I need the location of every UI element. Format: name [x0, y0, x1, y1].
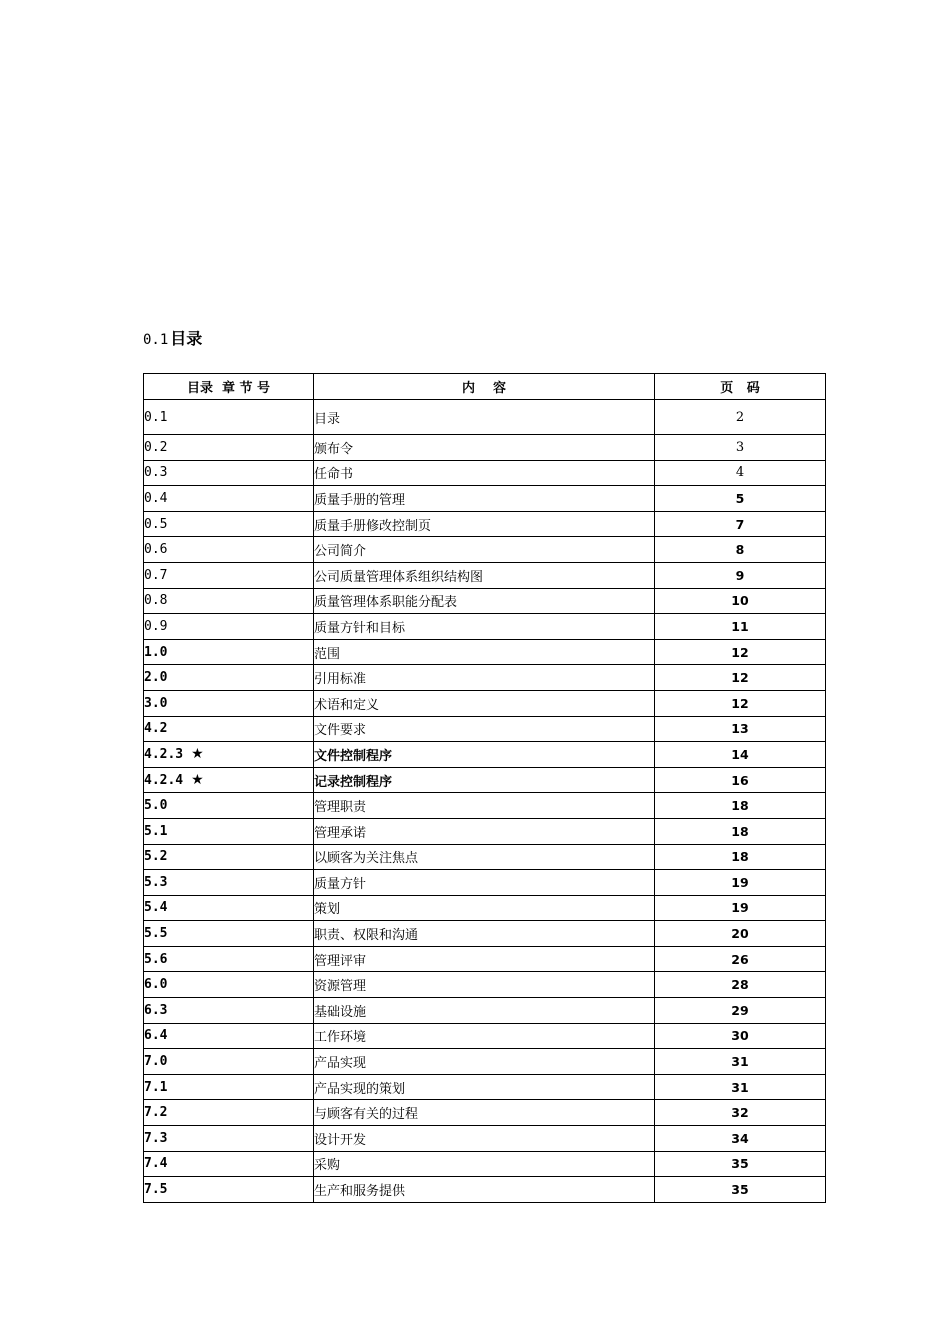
content-cell: 质量方针和目标 [314, 614, 655, 640]
content-cell: 资源管理 [314, 972, 655, 998]
chapter-number: 0.4 [144, 490, 168, 506]
table-row [144, 639, 826, 665]
table-row [144, 1126, 826, 1152]
chapter-number: 5.5 [144, 926, 168, 942]
content-cell: 基础设施 [314, 998, 655, 1024]
page-cell: 35 [655, 1177, 826, 1203]
chapter-cell [144, 844, 314, 870]
chapter-cell [144, 818, 314, 844]
content-cell: 目录 [314, 400, 655, 435]
chapter-cell [144, 742, 314, 768]
chapter-cell [144, 639, 314, 665]
section-heading [143, 326, 202, 349]
chapter-number: 0.8 [144, 593, 168, 609]
table-row [144, 1100, 826, 1126]
page-cell: 29 [655, 998, 826, 1024]
content-cell: 管理评审 [314, 946, 655, 972]
chapter-number: 3.0 [144, 695, 168, 711]
chapter-number: 2.0 [144, 670, 168, 686]
page-cell: 9 [655, 562, 826, 588]
page-cell: 34 [655, 1126, 826, 1152]
content-cell: 任命书 [314, 460, 655, 486]
chapter-number: 5.3 [144, 874, 168, 890]
table-row [144, 665, 826, 691]
page-cell: 12 [655, 665, 826, 691]
page-cell: 30 [655, 1023, 826, 1049]
page-cell: 20 [655, 921, 826, 947]
chapter-number: 6.4 [144, 1028, 168, 1044]
chapter-cell [144, 767, 314, 793]
chapter-number: 0.7 [144, 567, 168, 583]
table-row [144, 921, 826, 947]
chapter-cell [144, 998, 314, 1024]
page-cell: 5 [655, 486, 826, 512]
content-cell: 质量管理体系职能分配表 [314, 588, 655, 614]
content-cell: 公司质量管理体系组织结构图 [314, 562, 655, 588]
chapter-number: 5.4 [144, 900, 168, 916]
chapter-number: 5.1 [144, 823, 168, 839]
table-row [144, 793, 826, 819]
chapter-number: 0.5 [144, 516, 168, 532]
chapter-cell [144, 537, 314, 563]
section-number: 0.1 [143, 332, 169, 348]
content-cell: 职责、权限和沟通 [314, 921, 655, 947]
page-cell: 12 [655, 639, 826, 665]
chapter-cell [144, 716, 314, 742]
chapter-cell [144, 511, 314, 537]
page-cell: 8 [655, 537, 826, 563]
page-cell: 3 [655, 435, 826, 461]
table-row [144, 511, 826, 537]
chapter-cell [144, 793, 314, 819]
page-cell: 19 [655, 870, 826, 896]
chapter-cell [144, 460, 314, 486]
chapter-cell [144, 562, 314, 588]
content-cell: 质量手册的管理 [314, 486, 655, 512]
content-cell: 范围 [314, 639, 655, 665]
chapter-cell [144, 1049, 314, 1075]
table-row [144, 870, 826, 896]
chapter-number: 5.6 [144, 951, 168, 967]
content-cell: 质量方针 [314, 870, 655, 896]
chapter-number: 1.0 [144, 644, 168, 660]
chapter-cell [144, 614, 314, 640]
table-row [144, 742, 826, 768]
content-cell: 记录控制程序 [314, 767, 655, 793]
chapter-number: 0.6 [144, 542, 168, 558]
chapter-number: 6.0 [144, 977, 168, 993]
table-row [144, 844, 826, 870]
content-cell: 工作环境 [314, 1023, 655, 1049]
chapter-cell [144, 921, 314, 947]
page-cell: 18 [655, 818, 826, 844]
chapter-cell [144, 972, 314, 998]
content-cell: 管理承诺 [314, 818, 655, 844]
chapter-number: 4.2 [144, 721, 168, 737]
content-cell: 引用标准 [314, 665, 655, 691]
table-row [144, 1177, 826, 1203]
section-title: 目录 [170, 329, 203, 348]
header-chapter: 目录 章 节 号 [144, 374, 314, 400]
chapter-number: 6.3 [144, 1002, 168, 1018]
table-row [144, 435, 826, 461]
chapter-number: 7.4 [144, 1156, 168, 1172]
chapter-cell [144, 690, 314, 716]
table-row [144, 716, 826, 742]
chapter-cell [144, 1151, 314, 1177]
table-row [144, 946, 826, 972]
page-cell: 12 [655, 690, 826, 716]
table-row [144, 1151, 826, 1177]
page-cell: 18 [655, 793, 826, 819]
page-cell: 35 [655, 1151, 826, 1177]
table-row [144, 1074, 826, 1100]
chapter-number: 7.5 [144, 1182, 168, 1198]
table-row [144, 972, 826, 998]
table-row [144, 460, 826, 486]
content-cell: 管理职责 [314, 793, 655, 819]
chapter-cell [144, 895, 314, 921]
page-cell: 31 [655, 1074, 826, 1100]
chapter-cell [144, 946, 314, 972]
chapter-number: 7.0 [144, 1054, 168, 1070]
page-cell: 2 [655, 400, 826, 435]
page-cell: 18 [655, 844, 826, 870]
content-cell: 以顾客为关注焦点 [314, 844, 655, 870]
chapter-cell [144, 1100, 314, 1126]
page-cell: 28 [655, 972, 826, 998]
content-cell: 生产和服务提供 [314, 1177, 655, 1203]
chapter-cell [144, 1126, 314, 1152]
star-icon: ★ [191, 772, 204, 789]
chapter-number: 7.3 [144, 1130, 168, 1146]
page-cell: 32 [655, 1100, 826, 1126]
chapter-cell [144, 665, 314, 691]
content-cell: 质量手册修改控制页 [314, 511, 655, 537]
table-row [144, 588, 826, 614]
chapter-number: 4.2.4 [144, 773, 184, 789]
table-row [144, 562, 826, 588]
table-row [144, 690, 826, 716]
content-cell: 文件控制程序 [314, 742, 655, 768]
chapter-number: 7.2 [144, 1105, 168, 1121]
header-page: 页 码 [655, 374, 826, 400]
table-row [144, 537, 826, 563]
chapter-cell [144, 870, 314, 896]
content-cell: 颁布令 [314, 435, 655, 461]
table-row [144, 895, 826, 921]
page-cell: 31 [655, 1049, 826, 1075]
chapter-number: 0.9 [144, 618, 168, 634]
table-row [144, 400, 826, 435]
chapter-number: 5.2 [144, 849, 168, 865]
content-cell: 术语和定义 [314, 690, 655, 716]
page-cell: 16 [655, 767, 826, 793]
chapter-number: 0.2 [144, 439, 168, 455]
content-cell: 策划 [314, 895, 655, 921]
page-cell: 26 [655, 946, 826, 972]
chapter-number: 0.3 [144, 465, 168, 481]
page-cell: 11 [655, 614, 826, 640]
chapter-cell [144, 588, 314, 614]
chapter-cell [144, 400, 314, 435]
table-row [144, 1049, 826, 1075]
table-row [144, 614, 826, 640]
content-cell: 设计开发 [314, 1126, 655, 1152]
toc-body [144, 400, 826, 1203]
chapter-number: 4.2.3 [144, 747, 184, 763]
table-row [144, 486, 826, 512]
content-cell: 文件要求 [314, 716, 655, 742]
page-cell: 7 [655, 511, 826, 537]
chapter-number: 0.1 [144, 409, 168, 425]
page-cell: 13 [655, 716, 826, 742]
chapter-cell [144, 1074, 314, 1100]
table-row [144, 998, 826, 1024]
page-cell: 14 [655, 742, 826, 768]
chapter-cell [144, 435, 314, 461]
content-cell: 与顾客有关的过程 [314, 1100, 655, 1126]
content-cell: 产品实现 [314, 1049, 655, 1075]
table-row [144, 818, 826, 844]
star-icon: ★ [191, 746, 204, 763]
page-cell: 10 [655, 588, 826, 614]
toc-table [143, 373, 826, 1203]
content-cell: 产品实现的策划 [314, 1074, 655, 1100]
chapter-cell [144, 1177, 314, 1203]
chapter-number: 5.0 [144, 798, 168, 814]
toc-header-row [144, 374, 826, 400]
table-row [144, 767, 826, 793]
content-cell: 采购 [314, 1151, 655, 1177]
content-cell: 公司简介 [314, 537, 655, 563]
header-content: 内 容 [314, 374, 655, 400]
chapter-cell [144, 486, 314, 512]
page-cell: 19 [655, 895, 826, 921]
table-row [144, 1023, 826, 1049]
page-cell: 4 [655, 460, 826, 486]
chapter-number: 7.1 [144, 1079, 168, 1095]
chapter-cell [144, 1023, 314, 1049]
